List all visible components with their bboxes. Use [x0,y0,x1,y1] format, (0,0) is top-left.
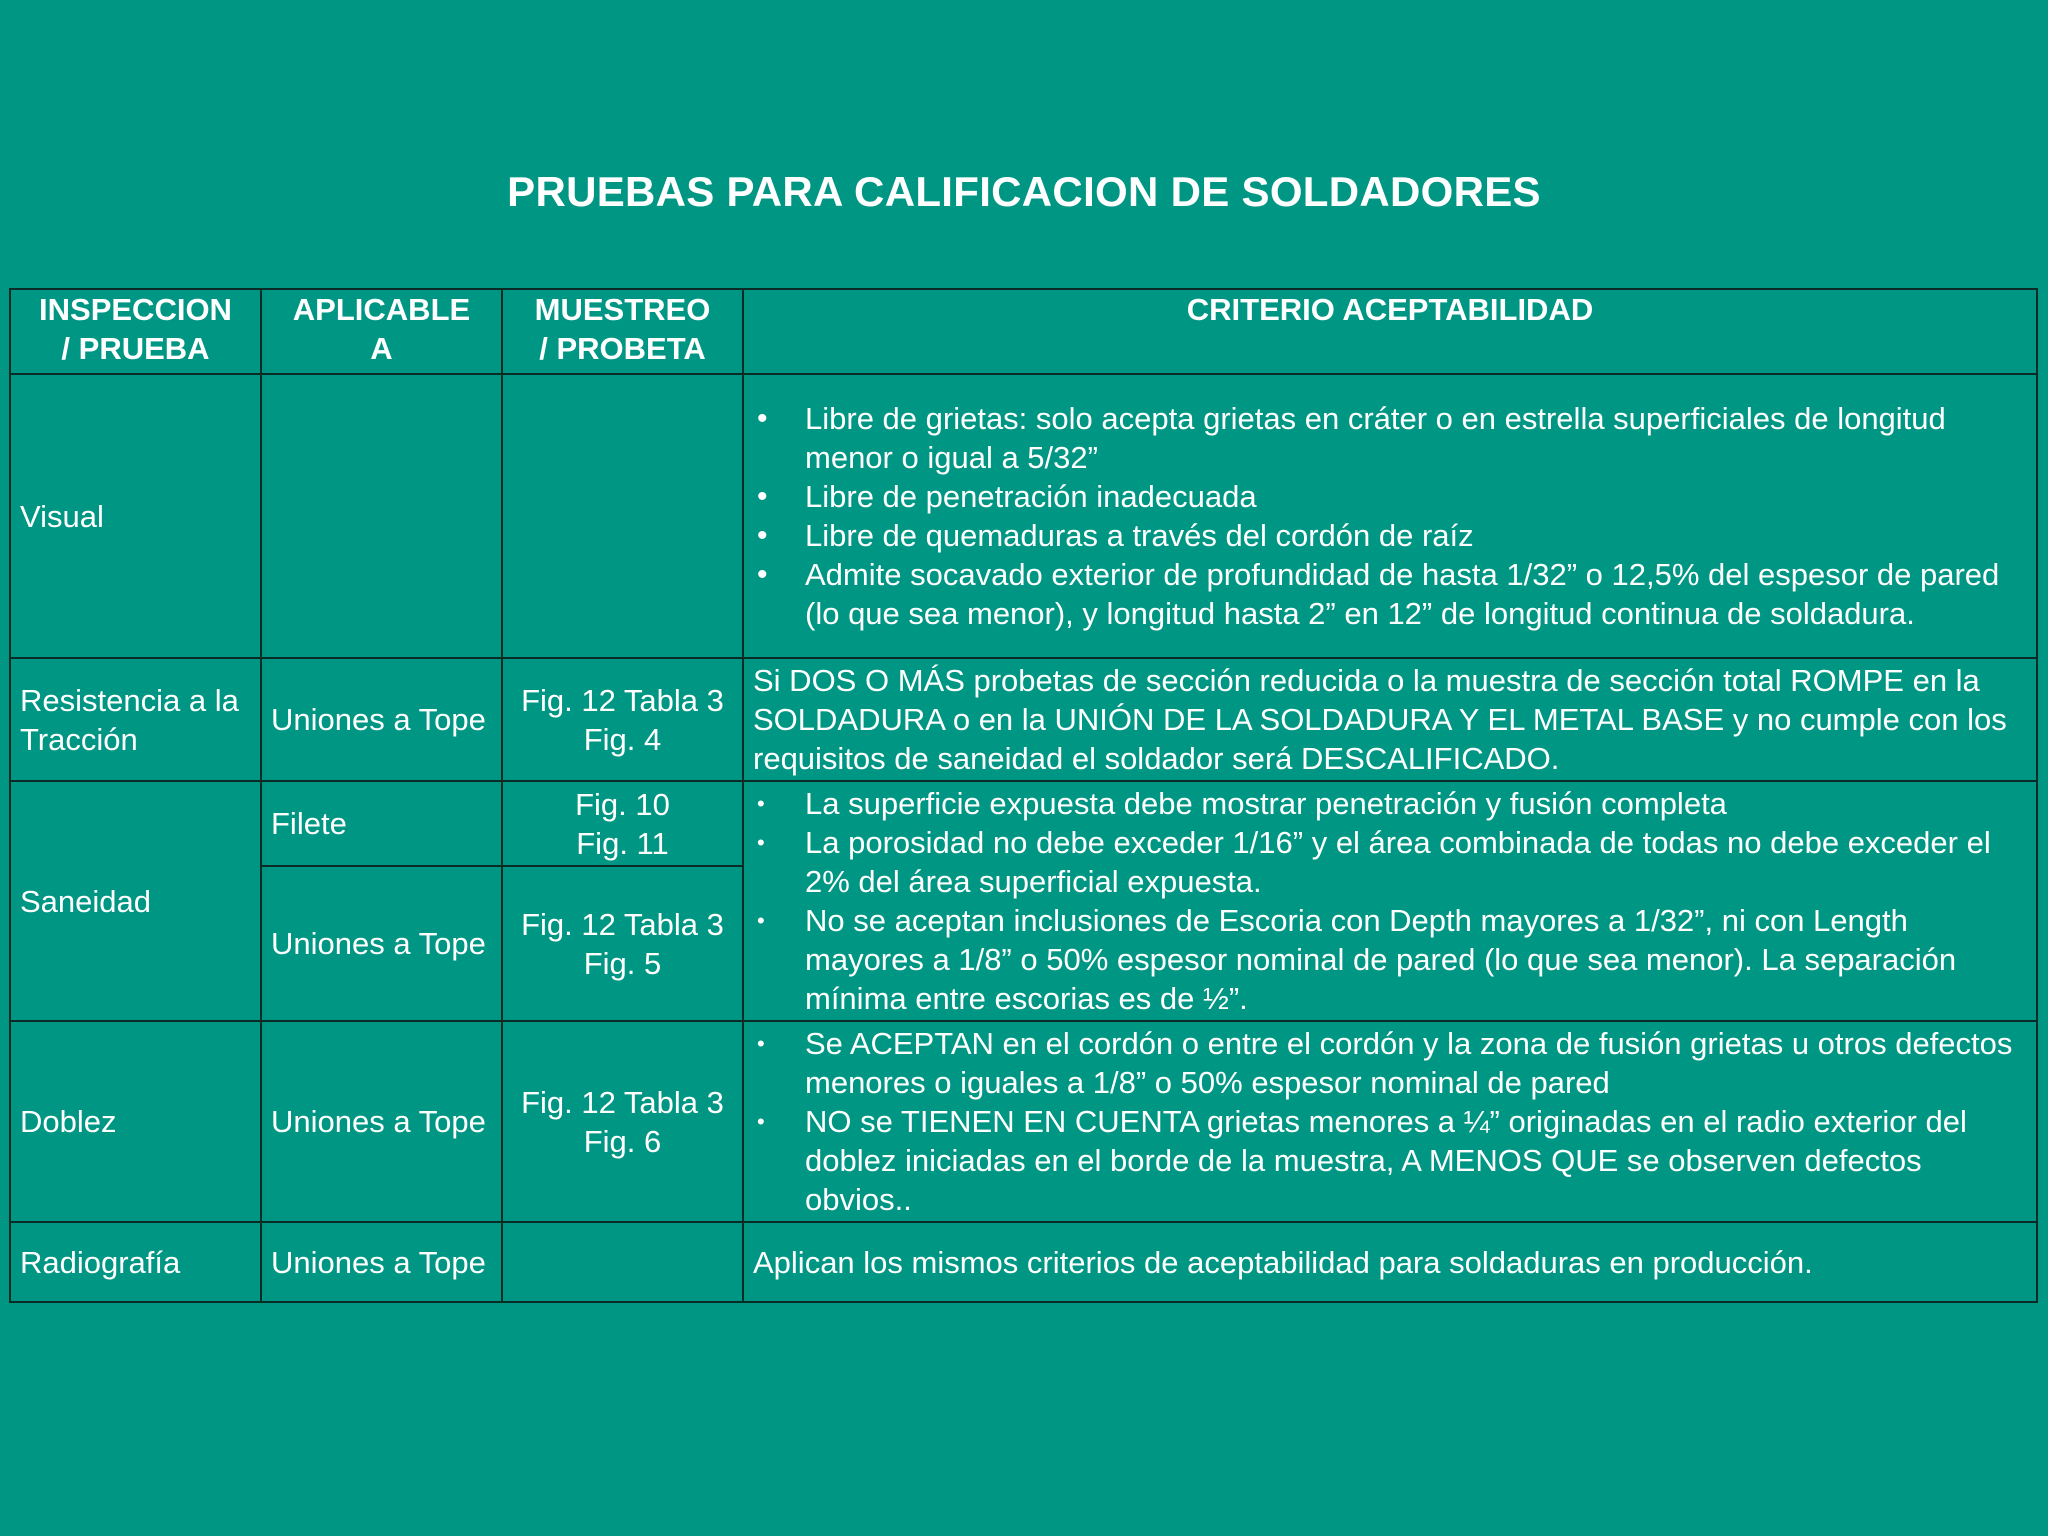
row-visual [10,374,2037,658]
doblez-prueba: Doblez [10,1021,261,1222]
saneidad-muestreo-tope-line2: Fig. 5 [583,945,662,981]
doblez-criterio [743,1021,2037,1222]
header-aplicable-line2: A [370,331,393,366]
traccion-muestreo-line1: Fig. 12 Tabla 3 [521,682,724,718]
saneidad-muestreo-tope-line1: Fig. 12 Tabla 3 [521,906,724,942]
header-muestreo [502,289,743,374]
list-item: • No se aceptan inclusiones de Escoria con Depth mayores a 1/32”, ni con Length mayores a 1/8” o 50% espesor nominal de pared (lo que sea menor). La separación mínima entre escorias es de ½”. [753,901,2027,1018]
list-item: • Libre de penetración inadecuada [753,477,2027,516]
header-inspeccion-line2: / PRUEBA [61,331,210,366]
traccion-prueba: Resistencia a la Tracción [10,658,261,781]
visual-criterio [743,374,2037,658]
header-muestreo-line1: MUESTREO [534,292,711,327]
row-doblez [10,1021,2037,1222]
saneidad-muestreo-filete [502,781,743,866]
radiografia-prueba: Radiografía [10,1222,261,1302]
row-traccion [10,658,2037,781]
header-row [10,289,2037,374]
saneidad-criterio-list [753,784,2027,1018]
header-aplicable [261,289,502,374]
radiografia-muestreo [502,1222,743,1302]
traccion-muestreo [502,658,743,781]
saneidad-muestreo-tope [502,866,743,1021]
list-item: • Se ACEPTAN en el cordón o entre el cordón y la zona de fusión grietas u otros defectos menores o iguales a 1/8” o 50% espesor nominal de pared [753,1024,2027,1102]
saneidad-muestreo-filete-line2: Fig. 11 [576,825,669,861]
doblez-muestreo-line2: Fig. 6 [583,1123,662,1159]
traccion-aplicable: Uniones a Tope [261,658,502,781]
doblez-criterio-list [753,1024,2027,1219]
list-item: • Admite socavado exterior de profundidad de hasta 1/32” o 12,5% del espesor de pared (lo que sea menor), y longitud hasta 2” en 12” de longitud continua de soldadura. [753,555,2027,633]
doblez-muestreo-line1: Fig. 12 Tabla 3 [521,1084,724,1120]
saneidad-muestreo-filete-line1: Fig. 10 [575,786,670,822]
visual-criterio-list [753,399,2027,633]
radiografia-criterio: Aplican los mismos criterios de aceptabilidad para soldaduras en producción. [743,1222,2037,1302]
saneidad-aplicable-filete: Filete [261,781,502,866]
header-criterio: CRITERIO ACEPTABILIDAD [743,289,2037,374]
list-item: • La superficie expuesta debe mostrar penetración y fusión completa [753,784,2027,823]
row-saneidad-filete [10,781,2037,866]
saneidad-prueba: Saneidad [10,781,261,1021]
visual-prueba: Visual [10,374,261,658]
header-inspeccion-line1: INSPECCION [39,292,232,327]
row-radiografia [10,1222,2037,1302]
visual-muestreo [502,374,743,658]
radiografia-aplicable: Uniones a Tope [261,1222,502,1302]
list-item: • Libre de quemaduras a través del cordón de raíz [753,516,2027,555]
qualification-table [9,288,2038,1303]
saneidad-aplicable-tope: Uniones a Tope [261,866,502,1021]
list-item: • Libre de grietas: solo acepta grietas en cráter o en estrella superficiales de longitud menor o igual a 5/32” [753,399,2027,477]
traccion-criterio: Si DOS O MÁS probetas de sección reducida o la muestra de sección total ROMPE en la SOLDADURA o en la UNIÓN DE LA SOLDADURA Y EL METAL BASE y no cumple con los requisitos de saneidad el soldador será DESCALIFICADO. [743,658,2037,781]
traccion-muestreo-line2: Fig. 4 [583,721,662,757]
doblez-aplicable: Uniones a Tope [261,1021,502,1222]
list-item: • La porosidad no debe exceder 1/16” y el área combinada de todas no debe exceder el 2% del área superficial expuesta. [753,823,2027,901]
visual-aplicable [261,374,502,658]
header-aplicable-line1: APLICABLE [292,292,471,327]
list-item: • NO se TIENEN EN CUENTA grietas menores a ¼” originadas en el radio exterior del doblez iniciadas en el borde de la muestra, A MENOS QUE se observen defectos obvios.. [753,1102,2027,1219]
page-title: PRUEBAS PARA CALIFICACION DE SOLDADORES [507,168,1541,215]
doblez-muestreo [502,1021,743,1222]
header-muestreo-line2: / PROBETA [539,331,706,366]
header-inspeccion [10,289,261,374]
saneidad-criterio [743,781,2037,1021]
